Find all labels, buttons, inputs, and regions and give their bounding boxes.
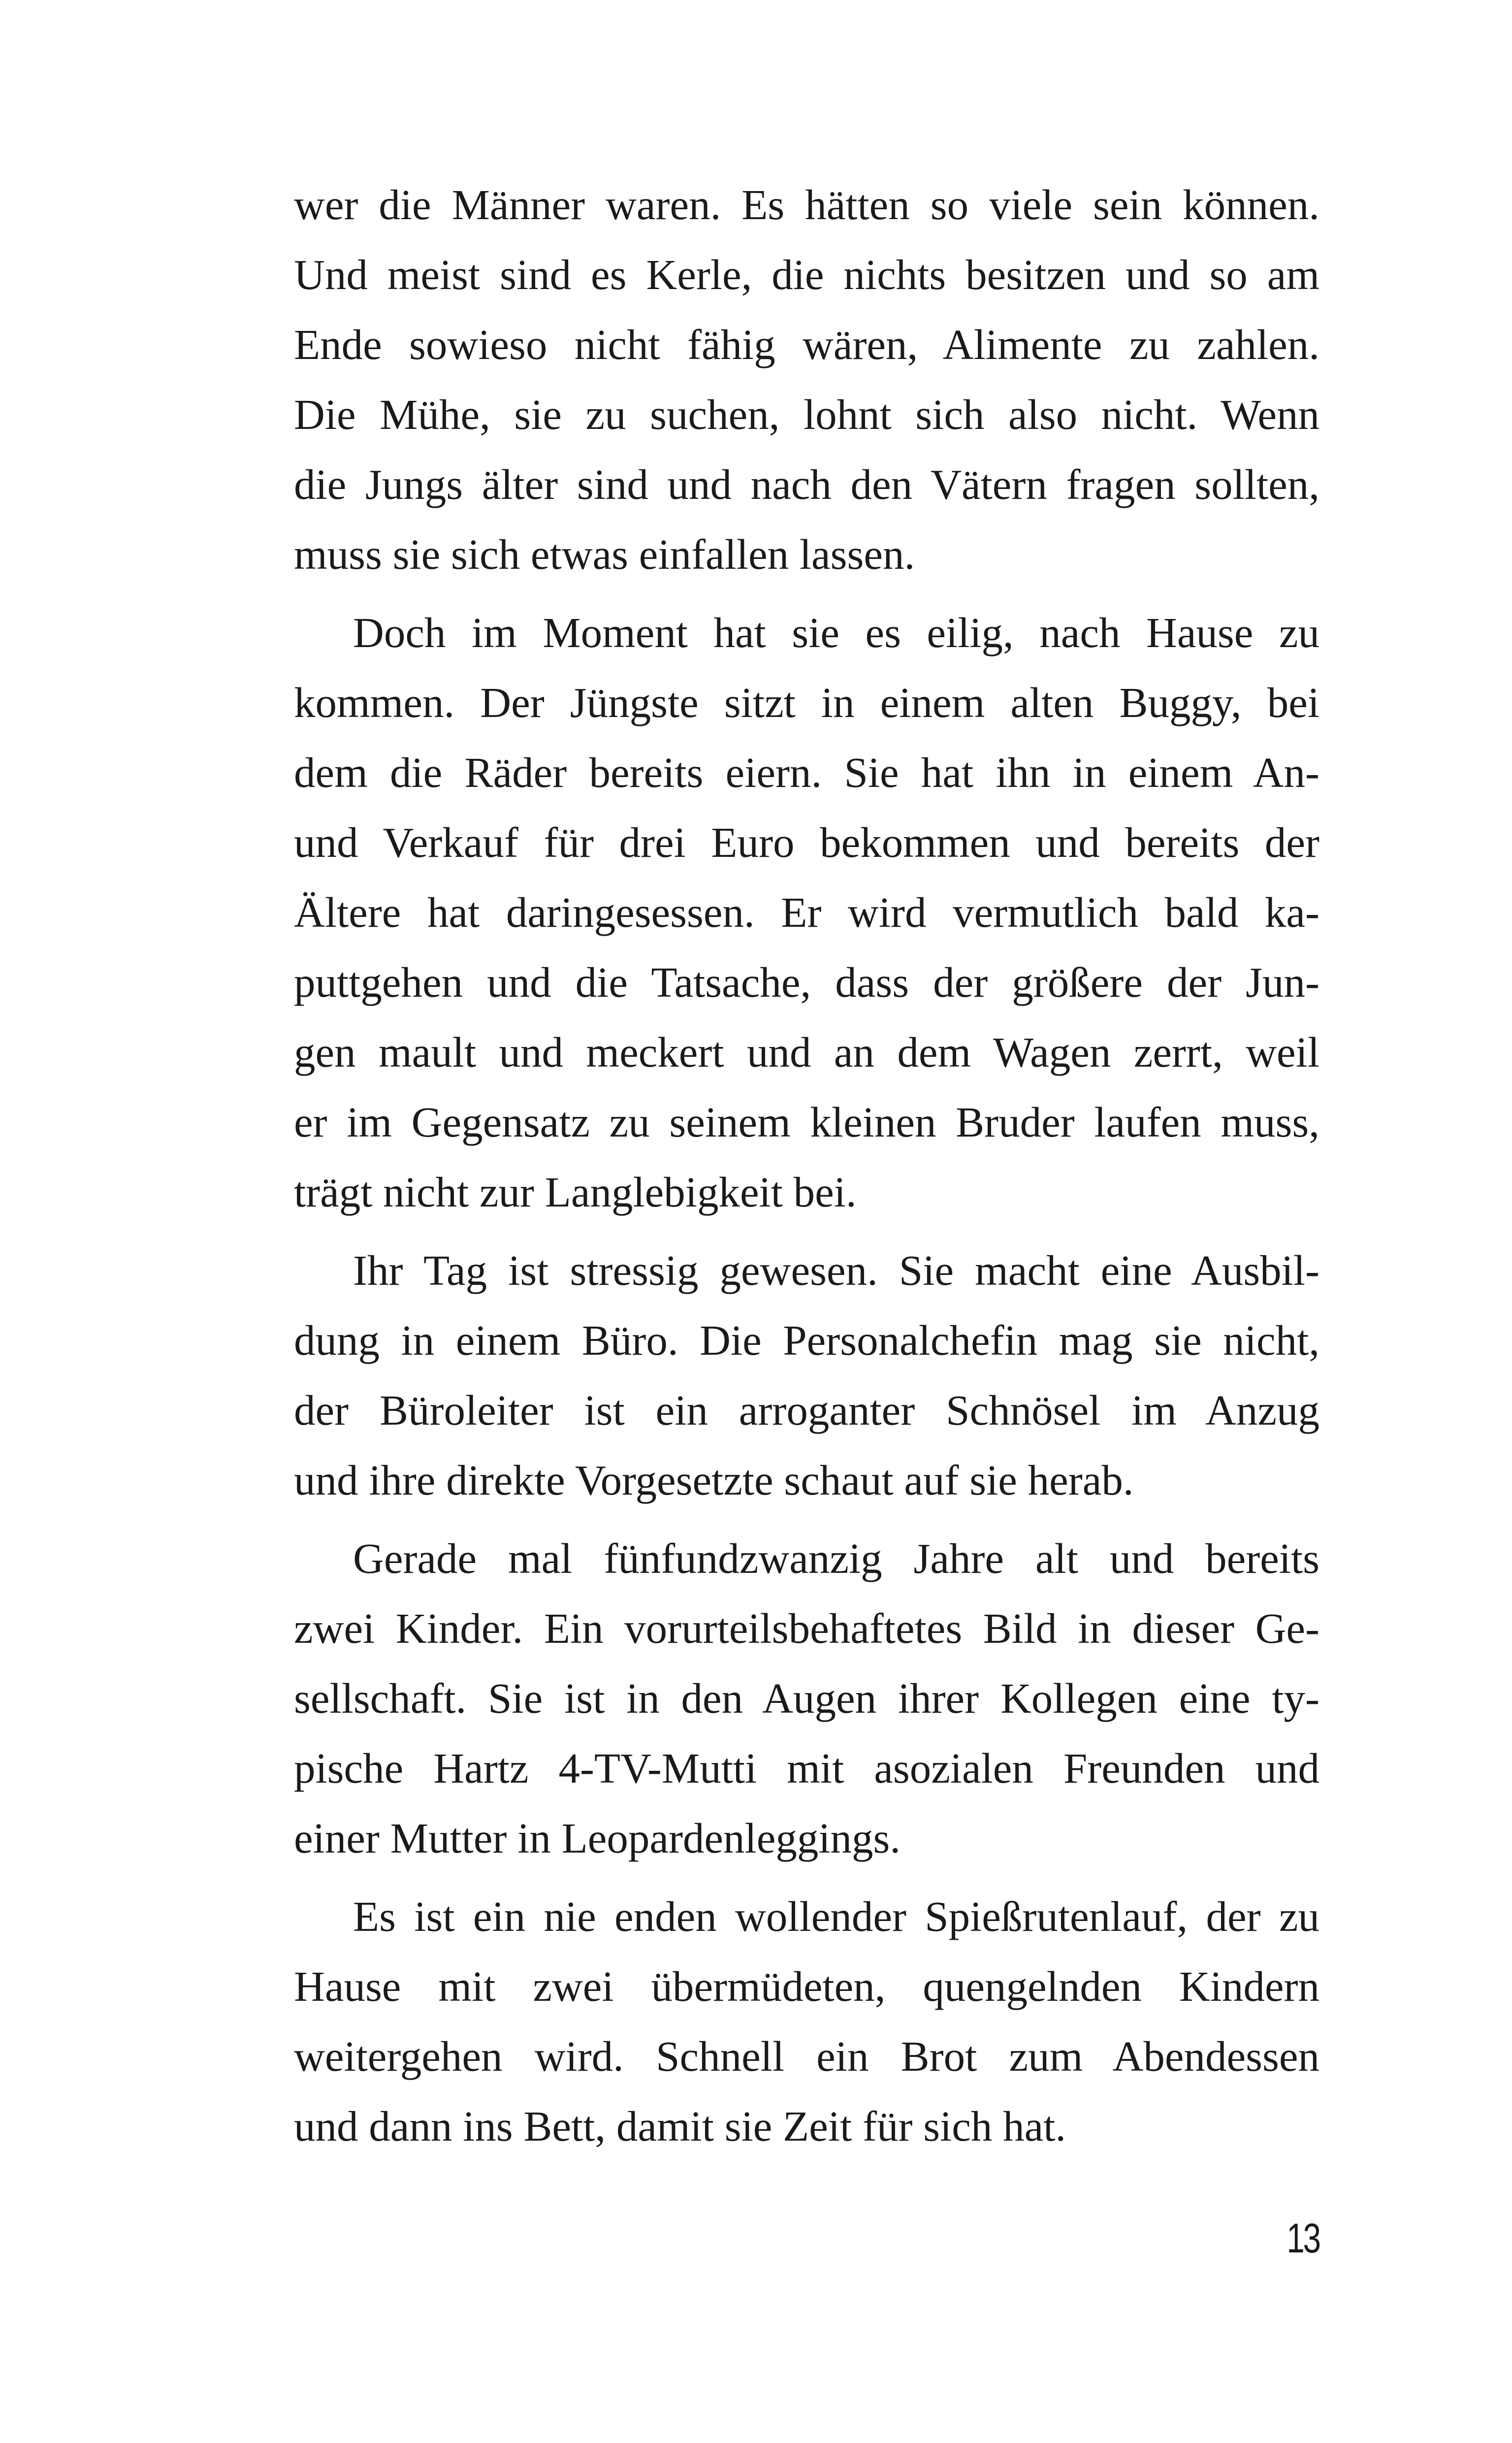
text-line: Es ist ein nie enden wollender Spießrutenlauf, der zu <box>353 1892 1319 1940</box>
text-line: wer die Männer waren. Es hätten so viele sein können. <box>294 181 1319 228</box>
text-line: Doch im Moment hat sie es eilig, nach Hause zu <box>353 609 1319 656</box>
paragraph <box>294 1882 1319 2161</box>
text-line: der Büroleiter ist ein arroganter Schnösel im Anzug <box>294 1386 1319 1434</box>
text-line: und dann ins Bett, damit sie Zeit für sich hat. <box>294 2102 1066 2150</box>
text-line: und ihre direkte Vorgesetzte schaut auf sie herab. <box>294 1456 1134 1504</box>
page-number: 13 <box>1287 2215 1319 2261</box>
text-line: zwei Kinder. Ein vorurteilsbehaftetes Bild in dieser Ge- <box>294 1604 1319 1652</box>
text-line: muss sie sich etwas einfallen lassen. <box>294 530 915 578</box>
text-line: gen mault und meckert und an dem Wagen zerrt, weil <box>294 1028 1319 1076</box>
text-line: Hause mit zwei übermüdeten, quengelnden Kindern <box>294 1962 1319 2010</box>
text-line: die Jungs älter sind und nach den Vätern fragen sollten, <box>294 460 1319 508</box>
paragraph <box>294 1236 1319 1515</box>
paragraph <box>294 1524 1319 1873</box>
text-line: dem die Räder bereits eiern. Sie hat ihn in einem An- <box>294 749 1319 796</box>
text-line: Ältere hat daringesessen. Er wird vermutlich bald ka- <box>294 888 1319 936</box>
text-line: Und meist sind es Kerle, die nichts besitzen und so am <box>294 251 1319 298</box>
paragraph <box>294 170 1319 589</box>
paragraph <box>294 598 1319 1227</box>
text-line: dung in einem Büro. Die Personalchefin mag sie nicht, <box>294 1316 1319 1364</box>
text-line: kommen. Der Jüngste sitzt in einem alten Buggy, bei <box>294 679 1319 726</box>
body-text <box>294 170 1319 2170</box>
text-line: Ende sowieso nicht fähig wären, Alimente zu zahlen. <box>294 321 1319 368</box>
text-line: Gerade mal fünfundzwanzig Jahre alt und bereits <box>353 1534 1319 1582</box>
text-line: Ihr Tag ist stressig gewesen. Sie macht eine Ausbil- <box>353 1246 1319 1294</box>
text-line: er im Gegensatz zu seinem kleinen Bruder laufen muss, <box>294 1098 1319 1146</box>
text-line: einer Mutter in Leopardenleggings. <box>294 1814 901 1862</box>
text-line: sellschaft. Sie ist in den Augen ihrer Kollegen eine ty- <box>294 1674 1319 1722</box>
text-line: weitergehen wird. Schnell ein Brot zum Abendessen <box>294 2032 1319 2080</box>
text-line: trägt nicht zur Langlebigkeit bei. <box>294 1168 857 1216</box>
text-line: Die Mühe, sie zu suchen, lohnt sich also nicht. Wenn <box>294 391 1319 438</box>
text-line: pische Hartz 4-TV-Mutti mit asozialen Freunden und <box>294 1744 1319 1792</box>
text-line: puttgehen und die Tatsache, dass der größere der Jun- <box>294 958 1319 1006</box>
text-line: und Verkauf für drei Euro bekommen und bereits der <box>294 818 1319 866</box>
